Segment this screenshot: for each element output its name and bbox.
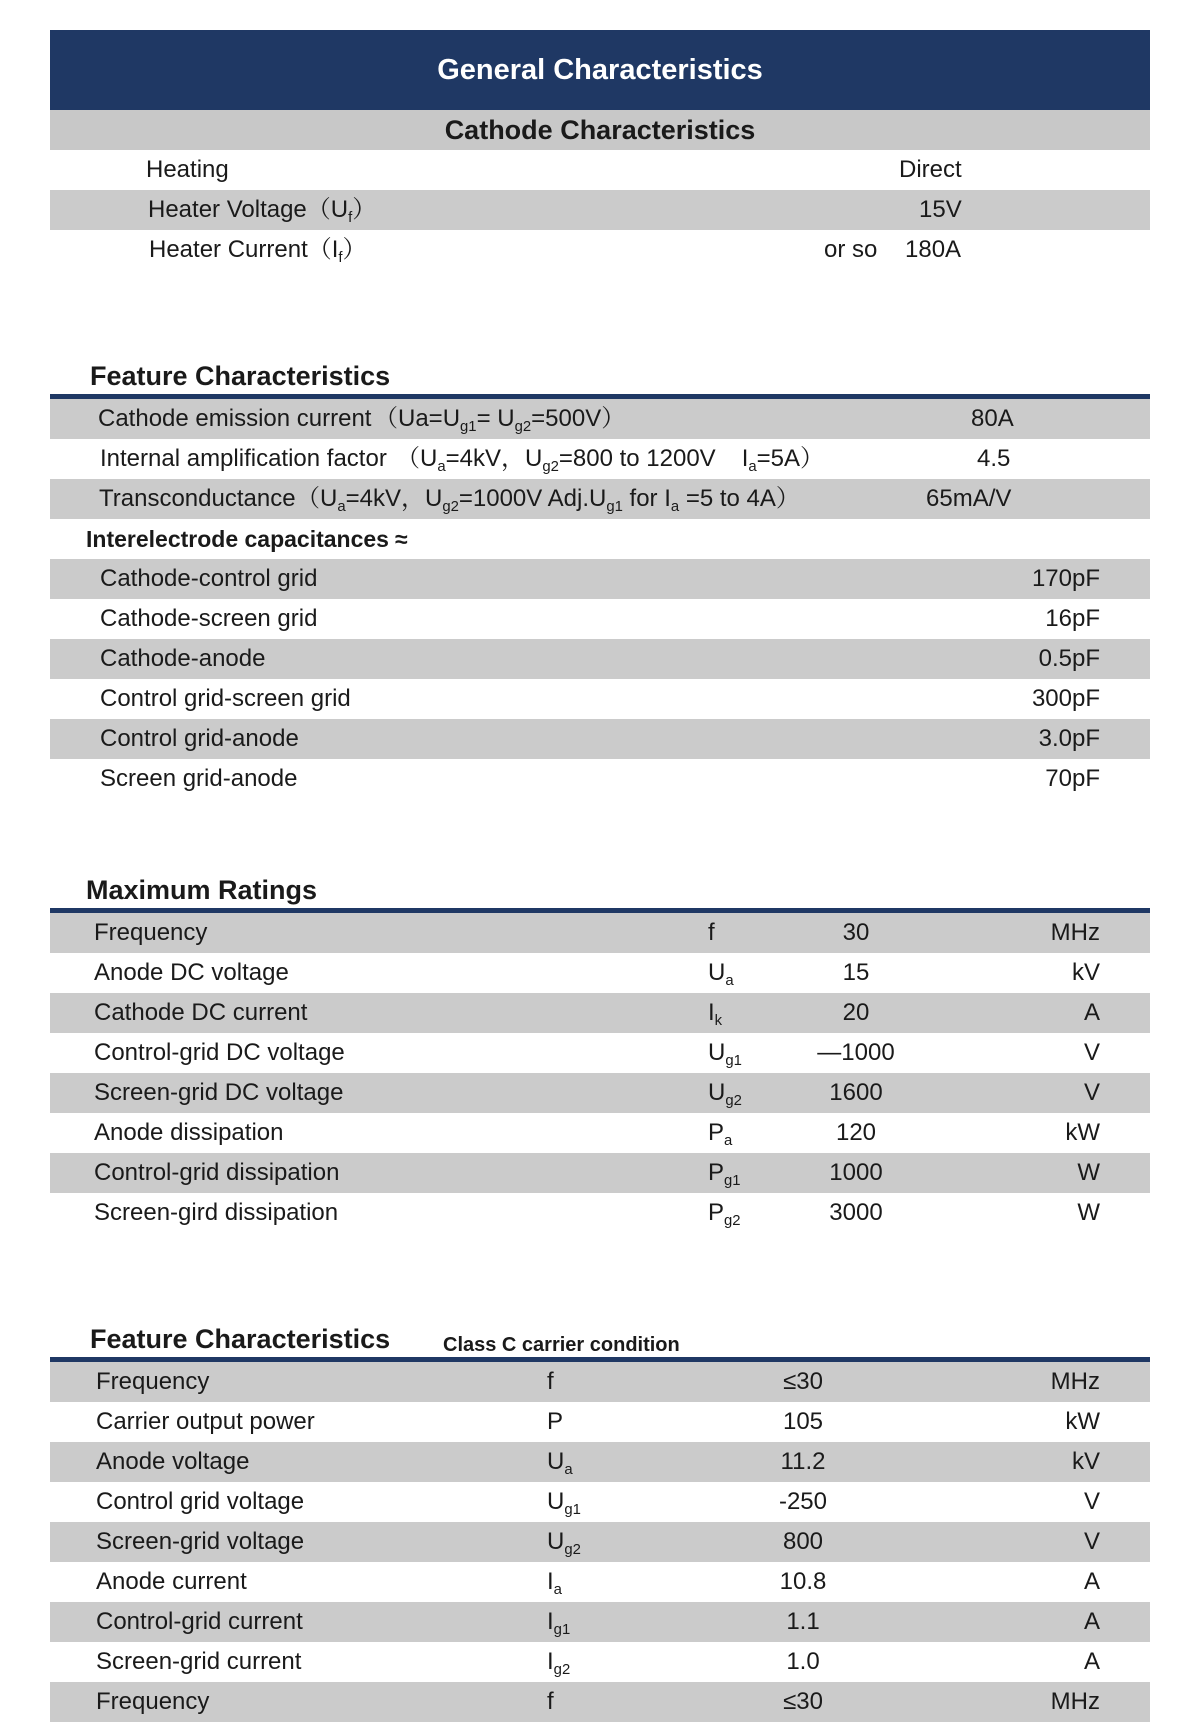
- parameter-row: [50, 1562, 1150, 1602]
- parameter-symbol: $I_k$: [708, 999, 723, 1030]
- feature-characteristics-heading: [50, 350, 1150, 394]
- heating-value: Direct: [899, 156, 962, 183]
- parameter-label: Control grid voltage: [96, 1488, 305, 1515]
- parameter-value: ≤30: [783, 1688, 823, 1715]
- emission-label: Cathode emission current: [98, 405, 372, 432]
- emission-conditions: $(Ua=U_{g1}= U_{g2}=500V)$: [374, 405, 626, 436]
- parameter-symbol: f: [547, 1368, 554, 1395]
- parameter-unit: A: [1083, 1608, 1100, 1635]
- parameter-row: [50, 1522, 1150, 1562]
- parameter-row: [50, 1602, 1150, 1642]
- parameter-label: Cathode DC current: [94, 999, 308, 1026]
- capacitance-row: [50, 759, 1150, 799]
- heater-voltage-label: Heater $Voltage(U_f)$: [148, 196, 377, 227]
- capacitance-value: 300pF: [1031, 685, 1100, 712]
- parameter-value: 1.1: [786, 1608, 820, 1635]
- parameter-symbol: $I_{g2}$: [547, 1648, 571, 1679]
- parameter-symbol: P: [547, 1408, 564, 1435]
- feature-characteristics-heading-2: [50, 1313, 1150, 1357]
- class-c-subtitle: Class C carrier condition: [443, 1334, 680, 1356]
- emission-value: 80A: [971, 405, 1014, 432]
- amplification-value: 4.5: [977, 445, 1011, 472]
- parameter-row: [50, 1482, 1150, 1522]
- capacitance-value: 170pF: [1031, 565, 1100, 592]
- parameter-row: [50, 993, 1150, 1033]
- general-characteristics-banner: General Characteristics: [50, 30, 1150, 110]
- transconductance-conditions: （$U_a=4kV$，$U_{g2}=1000V$ $Adj.U_{g1}$ for $I_a =5$ to 4A）: [296, 485, 800, 516]
- parameter-symbol: $U_{g2}$: [708, 1079, 742, 1110]
- parameter-value: 800: [782, 1528, 824, 1555]
- capacitance-label: Control grid-anode: [100, 725, 299, 752]
- parameter-label: Anode DC voltage: [94, 959, 289, 986]
- capacitance-label: Control grid-screen grid: [100, 685, 351, 712]
- parameter-label: Anode current: [96, 1568, 247, 1595]
- parameter-symbol: $I_a$: [547, 1568, 562, 1599]
- amplification-conditions: （$U_a=4kV$，$U_{g2}=800$ to 1200V $I_a=5A$）: [396, 445, 825, 476]
- parameter-label: Frequency: [94, 919, 208, 946]
- parameter-row: [50, 1113, 1150, 1153]
- parameter-unit: MHz: [1050, 1688, 1100, 1715]
- capacitance-value: 16pF: [1045, 605, 1100, 632]
- parameter-unit: A: [1083, 999, 1100, 1026]
- parameter-row: [50, 1402, 1150, 1442]
- parameter-symbol: f: [547, 1688, 554, 1715]
- class-c-table: [50, 1362, 1150, 1722]
- parameter-unit: A: [1083, 1568, 1100, 1595]
- amplification-label: Internal amplification factor: [100, 445, 387, 472]
- parameter-row: [50, 1033, 1150, 1073]
- parameter-unit: A: [1083, 1648, 1100, 1675]
- parameter-value: 15: [842, 959, 870, 986]
- parameter-row: [50, 953, 1150, 993]
- parameter-row: [50, 1442, 1150, 1482]
- parameter-unit: kW: [1065, 1408, 1100, 1435]
- parameter-label: Carrier output power: [96, 1408, 315, 1435]
- maximum-ratings-heading: [50, 864, 1150, 908]
- parameter-symbol: $U_a$: [708, 959, 734, 990]
- parameter-label: Control-grid dissipation: [94, 1159, 340, 1186]
- parameter-value: 105: [782, 1408, 824, 1435]
- heating-row: [50, 150, 1150, 190]
- heater-current-qualifier: or so: [824, 236, 878, 263]
- parameter-value: 10.8: [779, 1568, 827, 1595]
- parameter-row: [50, 913, 1150, 953]
- parameter-value: ≤30: [783, 1368, 823, 1395]
- parameter-label: Frequency: [96, 1688, 210, 1715]
- parameter-unit: W: [1077, 1199, 1100, 1226]
- parameter-row: [50, 1642, 1150, 1682]
- heater-current-label: Heater $Current(I_f)$: [149, 236, 367, 267]
- parameter-value: 1600: [829, 1079, 883, 1106]
- parameter-unit: V: [1083, 1039, 1100, 1066]
- parameter-row: [50, 1193, 1150, 1233]
- parameter-symbol: f: [708, 919, 715, 946]
- parameter-label: Screen-grid DC voltage: [94, 1079, 344, 1106]
- heater-current-value: 180A: [905, 236, 962, 263]
- parameter-symbol: $U_{g1}$: [708, 1039, 742, 1070]
- capacitance-table: [50, 559, 1150, 799]
- parameter-value: —1000: [817, 1039, 895, 1066]
- capacitance-value: 0.5pF: [1038, 645, 1100, 672]
- parameter-label: Screen-grid current: [96, 1648, 302, 1675]
- capacitance-row: [50, 559, 1150, 599]
- parameter-row: [50, 1682, 1150, 1722]
- parameter-value: 30: [842, 919, 870, 946]
- heater-voltage-row: [50, 190, 1150, 230]
- capacitances-title: Interelectrode capacitances: [86, 526, 389, 552]
- parameter-unit: W: [1077, 1159, 1100, 1186]
- parameter-symbol: $U_a$: [547, 1448, 573, 1479]
- capacitance-label: Cathode-anode: [100, 645, 266, 672]
- parameter-label: Screen-gird dissipation: [94, 1199, 339, 1226]
- cathode-characteristics-heading: Cathode Characteristics: [50, 110, 1150, 150]
- parameter-unit: kV: [1071, 1448, 1100, 1475]
- parameter-value: 1000: [829, 1159, 883, 1186]
- transconductance-row: [50, 479, 1150, 519]
- parameter-symbol: $P_{g1}$: [708, 1159, 741, 1190]
- maximum-ratings-title: Maximum Ratings: [86, 875, 318, 905]
- capacitance-value: 3.0pF: [1038, 725, 1100, 752]
- approx-symbol: ≈: [395, 526, 408, 552]
- parameter-unit: MHz: [1050, 1368, 1100, 1395]
- transconductance-value: 65mA/V: [926, 485, 1012, 512]
- parameter-label: Frequency: [96, 1368, 210, 1395]
- parameter-value: 1.0: [786, 1648, 820, 1675]
- capacitances-heading: [50, 519, 1150, 559]
- capacitance-row: [50, 639, 1150, 679]
- parameter-value: 3000: [829, 1199, 883, 1226]
- parameter-unit: V: [1083, 1488, 1100, 1515]
- feature-characteristics-title: Feature Characteristics: [90, 361, 391, 391]
- amplification-row: [50, 439, 1150, 479]
- parameter-label: Control-grid current: [96, 1608, 303, 1635]
- parameter-row: [50, 1153, 1150, 1193]
- capacitance-label: Cathode-screen grid: [100, 605, 318, 632]
- parameter-row: [50, 1362, 1150, 1402]
- parameter-label: Screen-grid voltage: [96, 1528, 305, 1555]
- parameter-symbol: $I_{g1}$: [547, 1608, 571, 1639]
- capacitance-row: [50, 719, 1150, 759]
- ratings-table: [50, 913, 1150, 1233]
- heating-label: Heating: [146, 156, 229, 183]
- heater-voltage-value: 15V: [919, 196, 962, 223]
- parameter-value: -250: [778, 1488, 828, 1515]
- parameter-symbol: $P_{g2}$: [708, 1199, 741, 1230]
- parameter-value: 11.2: [780, 1448, 826, 1475]
- parameter-unit: kV: [1071, 959, 1100, 986]
- parameter-unit: kW: [1065, 1119, 1100, 1146]
- emission-row: [50, 399, 1150, 439]
- parameter-label: Control-grid DC voltage: [94, 1039, 345, 1066]
- capacitance-row: [50, 599, 1150, 639]
- transconductance-label: Transconductance: [99, 485, 296, 512]
- datasheet: [50, 30, 1150, 1722]
- capacitance-label: Screen grid-anode: [100, 765, 298, 792]
- parameter-unit: V: [1083, 1528, 1100, 1555]
- feature-characteristics-title-2: Feature Characteristics: [90, 1324, 391, 1354]
- parameter-unit: V: [1083, 1079, 1100, 1106]
- parameter-unit: MHz: [1050, 919, 1100, 946]
- capacitance-value: 70pF: [1045, 765, 1100, 792]
- parameter-row: [50, 1073, 1150, 1113]
- heater-current-row: [50, 230, 1150, 270]
- parameter-label: Anode dissipation: [94, 1119, 284, 1146]
- capacitance-label: Cathode-control grid: [100, 565, 318, 592]
- parameter-symbol: $U_{g1}$: [547, 1488, 581, 1519]
- parameter-symbol: $U_{g2}$: [547, 1528, 581, 1559]
- parameter-value: 20: [842, 999, 870, 1026]
- parameter-value: 120: [835, 1119, 877, 1146]
- parameter-label: Anode voltage: [96, 1448, 250, 1475]
- capacitance-row: [50, 679, 1150, 719]
- parameter-symbol: $P_a$: [708, 1119, 733, 1150]
